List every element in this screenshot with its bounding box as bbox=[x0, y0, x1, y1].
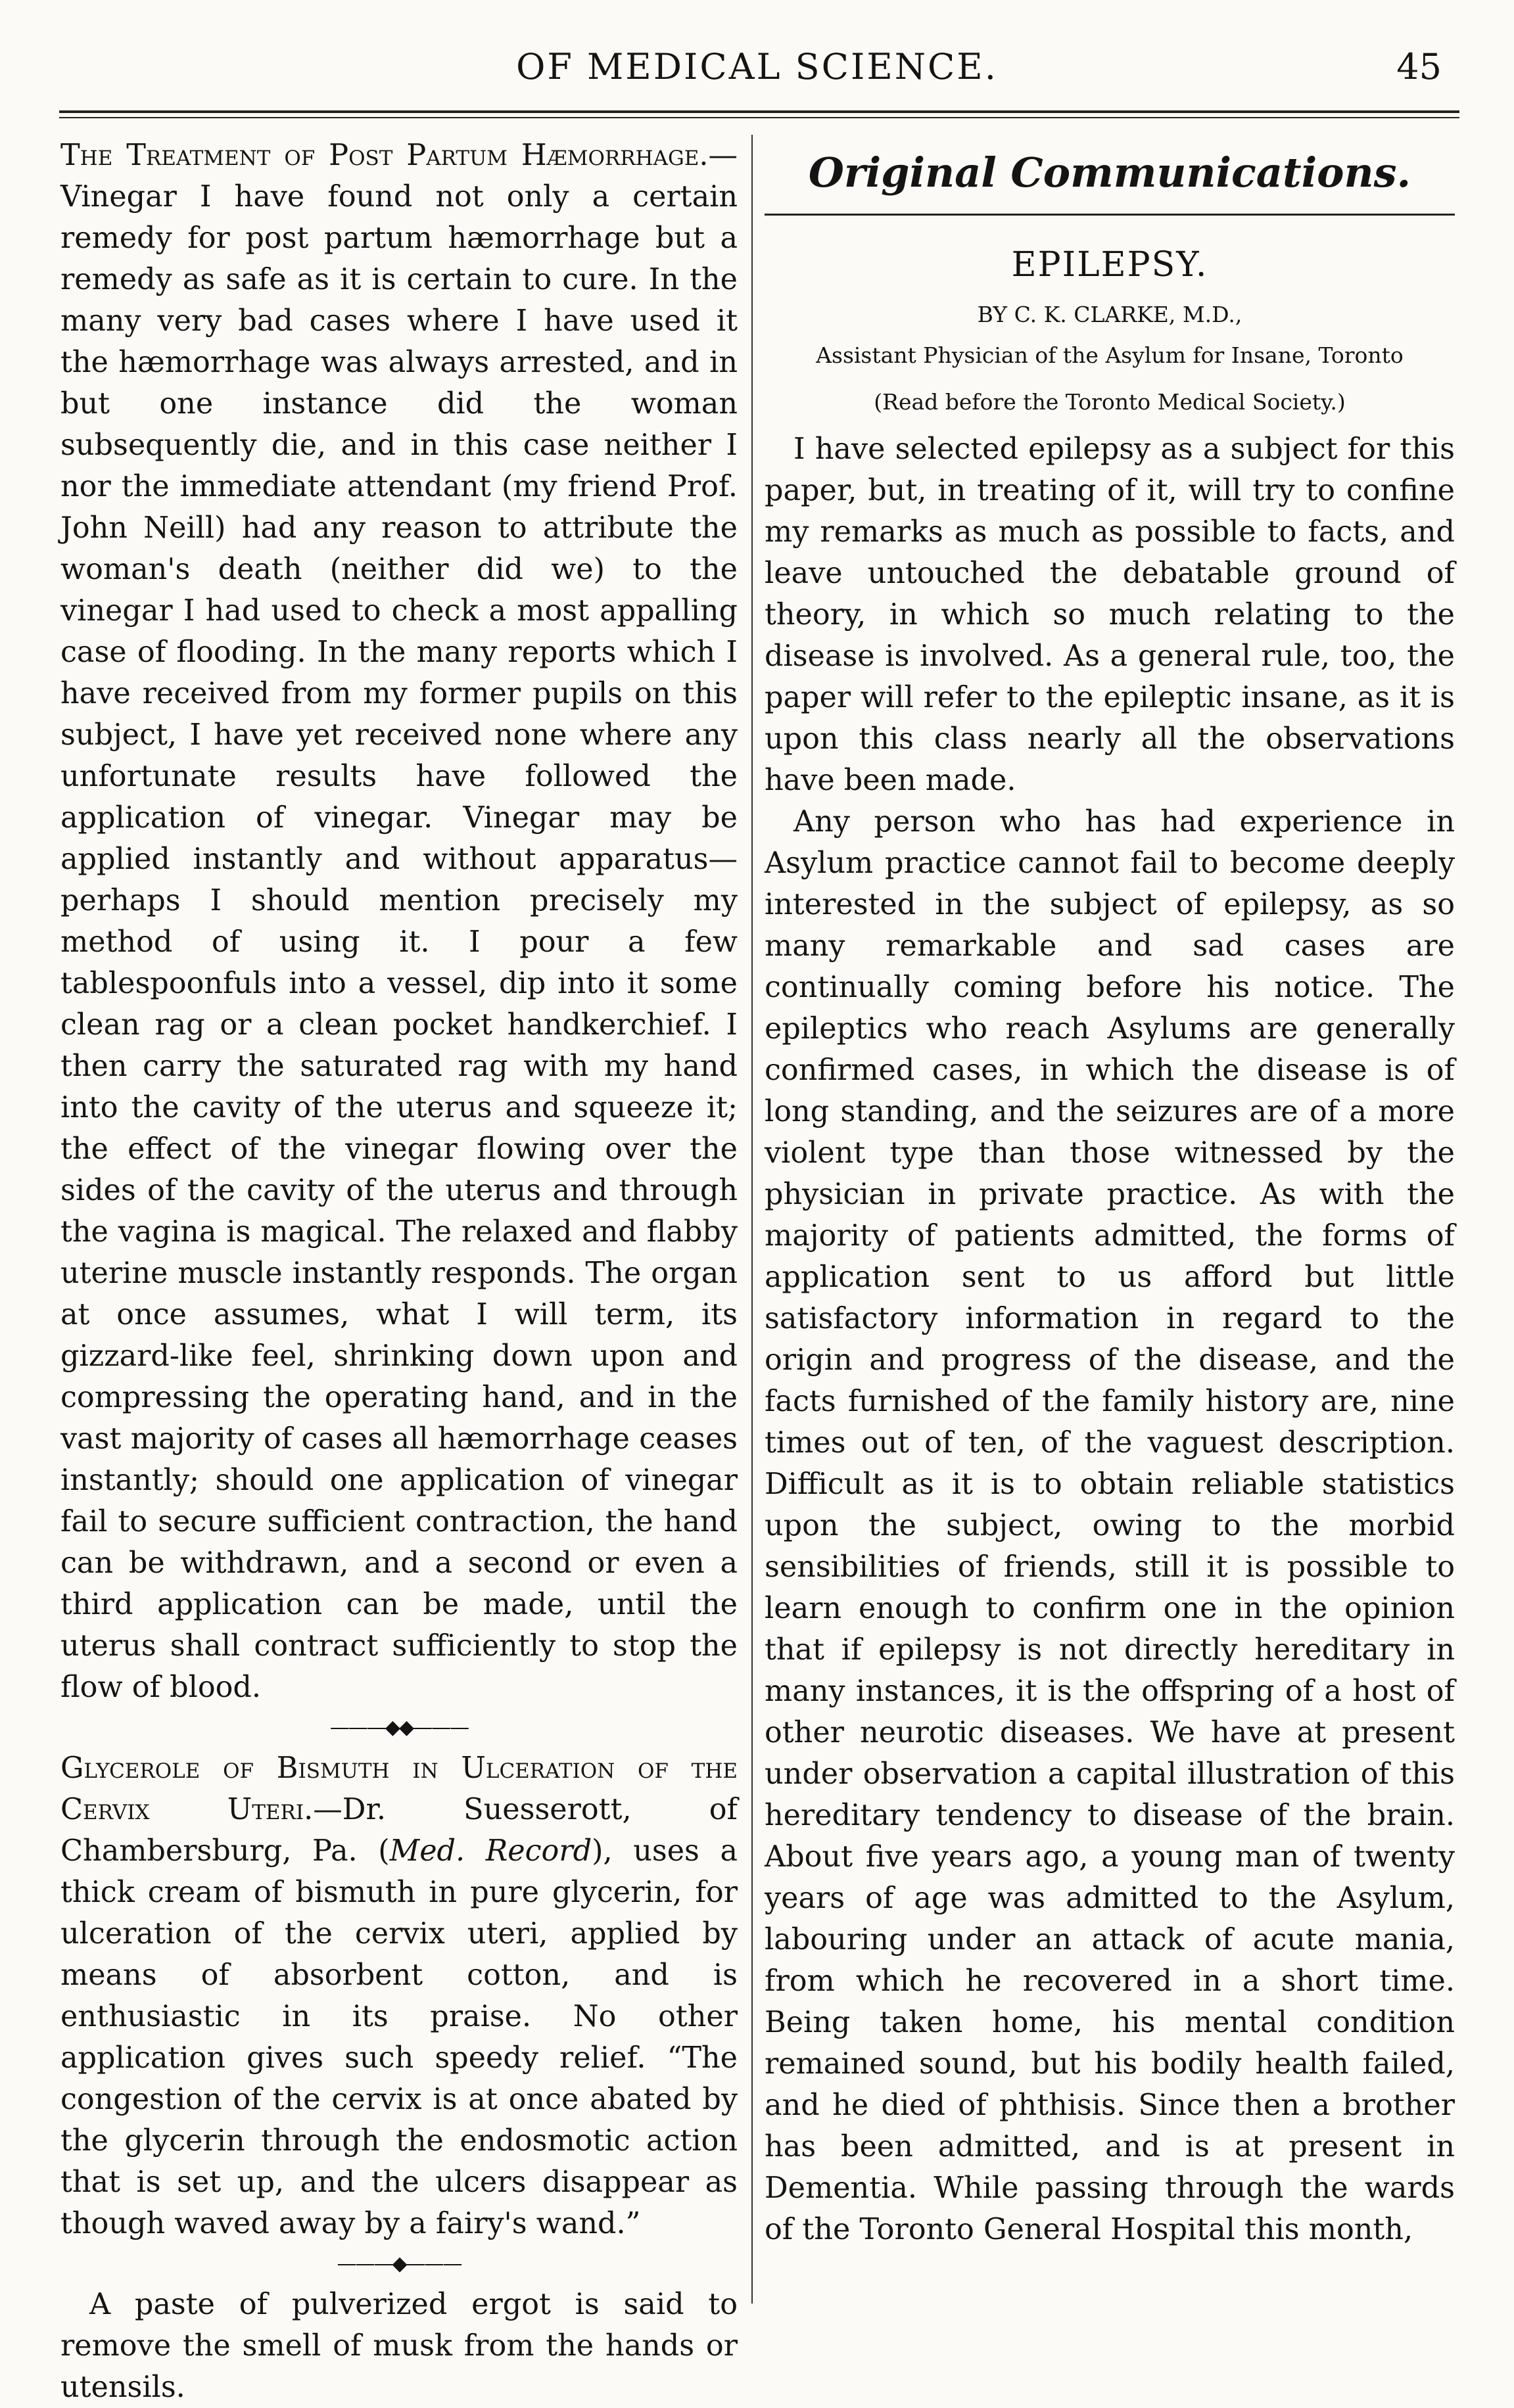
article-glycerole-bismuth bbox=[60, 1748, 738, 2244]
section-divider: ———◆——— bbox=[337, 2252, 461, 2275]
article-heading: Glycerole of Bismuth in Ulceration of the Cervix Uteri. bbox=[60, 1751, 738, 1826]
article-body: A paste of pulverized ergot is said to remove the smell of musk from the hands or utensils. bbox=[60, 2288, 738, 2404]
article-body: —Dr. Suesserott, of Chambersburg, Pa. ( bbox=[60, 1793, 738, 1868]
header-rule-thick bbox=[59, 110, 1459, 113]
header-rule-thin bbox=[59, 117, 1459, 118]
author-affiliation: Assistant Physician of the Asylum for Insane, Toronto bbox=[816, 342, 1404, 368]
running-title: OF MEDICAL SCIENCE. bbox=[516, 46, 998, 87]
article-body: —Vinegar I have found not only a certain remedy for post partum hæmorrhage but a remedy as safe as it is certain to cure. In the many very bad cases where I have used it the hæmorrhage was always arrested, and in but one instance did the woman subsequently die, and in this case neither I nor the immediate attendant (my friend Prof. John Neill) had any reason to attribute the woman's death (neither did we) to the vinegar I had used to check a most appalling case of flooding. In the many reports which I have received from my former pupils on this subject, I have yet received none where any unfortunate results have followed the application of vinegar. Vinegar may be applied instantly and without apparatus—perhaps I should mention precisely my method of using it. I pour a few tablespoonfuls into a vessel, dip into it some clean rag or a clean pocket handkerchief. I then carry the saturated rag with my hand into the cavity of the uterus and squeeze it; the effect of the vinegar flowing over the sides of the cavity of the uterus and through the vagina is magical. The relaxed and flabby uterine muscle instantly responds. The organ at once assumes, what I will term, its gizzard-like feel, shrinking down upon and compressing the operating hand, and in the vast majority of cases all hæmorrhage ceases instantly; should one application of vinegar fail to secure sufficient contraction, the hand can be withdrawn, and a second or even a third application can be made, until the uterus shall contract sufficiently to stop the flow of blood. bbox=[60, 139, 738, 1704]
page-number: 45 bbox=[1396, 46, 1442, 87]
section-title: Original Communications. bbox=[808, 149, 1411, 197]
citation: Med. Record bbox=[389, 1834, 592, 1868]
column-divider bbox=[751, 135, 753, 2304]
article-heading: The Treatment of Post Partum Hæmorrhage. bbox=[60, 139, 709, 172]
author-byline: BY C. K. CLARKE, M.D., bbox=[977, 302, 1242, 327]
page-header bbox=[0, 46, 1514, 92]
paragraph: I have selected epilepsy as a subject for this paper, but, in treating of it, will try to confine my remarks as much as possible to facts, and leave untouched the debatable ground of theory, in which so much relating to the disease is involved. As a general rule, too, the paper will refer to the epileptic insane, as it is upon this class nearly all the observations have been made. bbox=[765, 432, 1455, 797]
section-divider: ———◆◆——— bbox=[329, 1716, 469, 1739]
paragraph: Any person who has had experience in Asylum practice cannot fail to become deeply interested in the subject of epilepsy, as so many remarkable and sad cases are continually coming before his notice. The epileptics who reach Asylums are generally confirmed cases, in which the disease is of long standing, and the seizures are of a more violent type than those witnessed by the physician in private practice. As with the majority of patients admitted, the forms of application sent to us afford but little satisfactory information in regard to the origin and progress of the disease, and the facts furnished of the family history are, nine times out of ten, of the vaguest description. Difficult as it is to obtain reliable statistics upon the subject, owing to the morbid sensibilities of friends, still it is possible to learn enough to confirm one in the opinion that if epilepsy is not directly hereditary in many instances, it is the offspring of a host of other neurotic diseases. We have at present under observation a capital illustration of this hereditary tendency to disease of the brain. About five years ago, a young man of twenty years of age was admitted to the Asylum, labouring under an attack of acute mania, from which he recovered in a short time. Being taken home, his mental condition remained sound, but his bodily health failed, and he died of phthisis. Since then a brother has been admitted, and is at present in Dementia. While passing through the wards of the Toronto General Hospital this month, bbox=[765, 805, 1455, 2246]
article-post-partum bbox=[60, 135, 738, 1708]
read-note: (Read before the Toronto Medical Society.) bbox=[874, 389, 1346, 415]
article-body: ), uses a thick cream of bismuth in pure glycerin, for ulceration of the cervix uteri, applied by means of absorbent cotton, and is enthusiastic in its praise. No other application gives such speedy relief. “The congestion of the cervix is at once abated by the glycerin through the endosmotic action that is set up, and the ulcers disappear as though waved away by a fairy's wand.” bbox=[60, 1834, 738, 2240]
article-title: EPILEPSY. bbox=[1011, 245, 1208, 285]
left-column bbox=[60, 135, 738, 2404]
title-rule bbox=[765, 214, 1455, 216]
article-ergot bbox=[60, 2284, 738, 2408]
right-column bbox=[765, 135, 1455, 2323]
